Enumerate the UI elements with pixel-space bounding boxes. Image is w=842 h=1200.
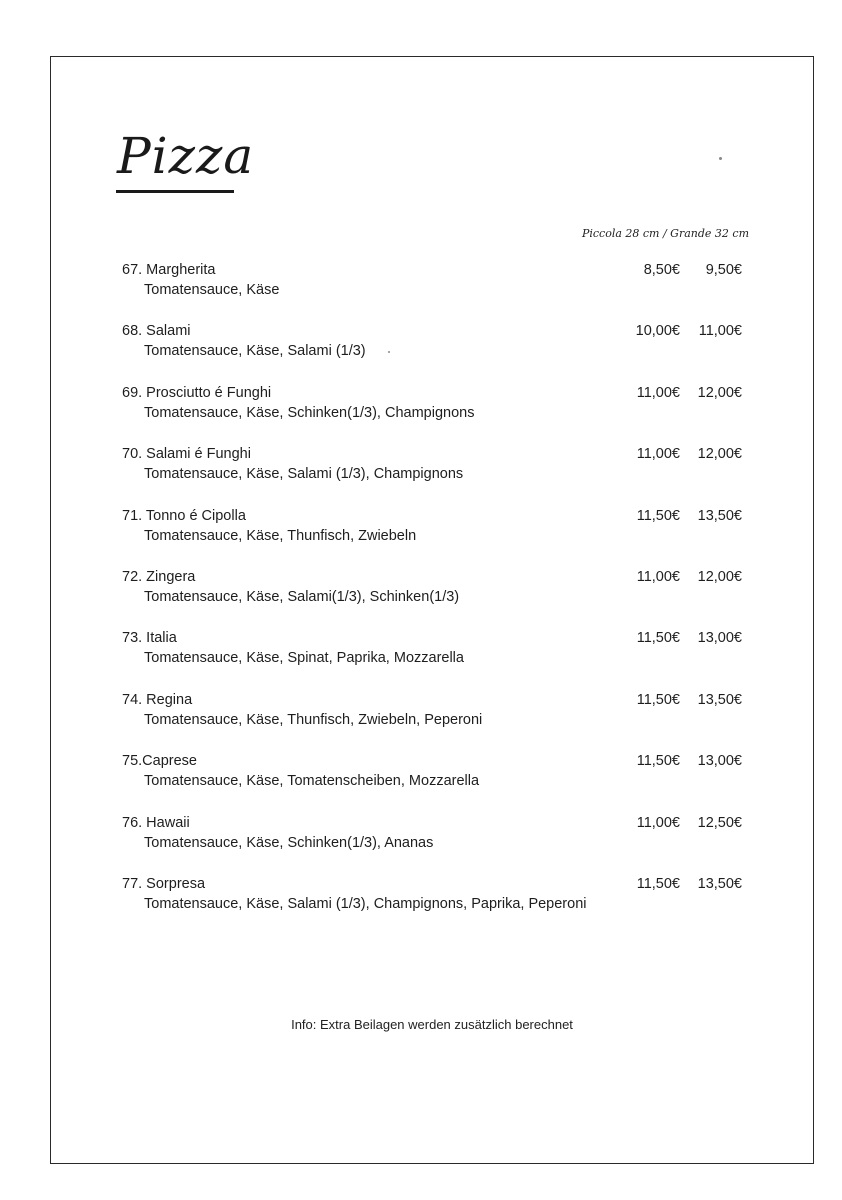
price-piccola: 11,00€ <box>636 384 680 401</box>
price-grande: 12,00€ <box>697 446 742 463</box>
menu-item-name: 77. Sorpresa <box>122 875 206 892</box>
price-grande: 11,00€ <box>698 323 742 340</box>
menu-item-description: Tomatensauce, Käse, Schinken(1/3), Champignons <box>144 404 475 421</box>
menu-item <box>122 442 762 503</box>
price-piccola: 11,00€ <box>636 814 680 831</box>
menu-item-name: 72. Zingera <box>122 568 196 585</box>
price-piccola: 11,50€ <box>636 630 680 647</box>
menu-item-description: Tomatensauce, Käse, Thunfisch, Zwiebeln <box>144 527 417 544</box>
price-grande: 12,50€ <box>697 814 742 831</box>
price-grande: 12,00€ <box>697 568 742 585</box>
info-note: Info: Extra Beilagen werden zusätzlich berechnet <box>291 1017 573 1032</box>
pizza-menu-list <box>122 258 762 933</box>
price-piccola: 11,00€ <box>636 446 680 463</box>
price-grande: 12,00€ <box>697 384 742 401</box>
menu-item <box>122 688 762 749</box>
price-grande: 13,00€ <box>697 753 742 770</box>
price-piccola: 11,50€ <box>636 691 680 708</box>
price-piccola: 10,00€ <box>635 323 680 340</box>
menu-item <box>122 381 762 442</box>
price-grande: 13,00€ <box>697 630 742 647</box>
price-piccola: 11,50€ <box>636 507 680 524</box>
menu-item-description: Tomatensauce, Käse, Thunfisch, Zwiebeln, Peperoni <box>144 711 483 728</box>
price-grande: 13,50€ <box>697 875 742 892</box>
price-grande: 9,50€ <box>705 262 742 278</box>
menu-item-description: Tomatensauce, Käse, Tomatenscheiben, Mozzarella <box>144 773 480 790</box>
menu-item-name: 74. Regina <box>122 691 193 708</box>
menu-item-description: Tomatensauce, Käse, Schinken(1/3), Ananas <box>144 834 434 851</box>
menu-item-description: Tomatensauce, Käse, Salami (1/3), Champignons, Paprika, Peperoni <box>144 895 587 912</box>
menu-item <box>122 811 762 872</box>
price-grande: 13,50€ <box>697 507 742 524</box>
menu-item-description: Tomatensauce, Käse, Salami (1/3), Champignons <box>144 466 464 483</box>
title-underline <box>116 190 234 193</box>
menu-item-name: 69. Prosciutto é Funghi <box>122 384 272 401</box>
menu-item-description: Tomatensauce, Käse, Spinat, Paprika, Mozzarella <box>144 650 464 667</box>
menu-item-name: 73. Italia <box>122 630 177 647</box>
size-header: Piccola 28 cm / Grande 32 cm <box>581 227 749 240</box>
menu-item-description: Tomatensauce, Käse, Salami(1/3), Schinken(1/3) <box>144 588 460 605</box>
price-piccola: 11,50€ <box>636 875 680 892</box>
menu-item <box>122 319 762 380</box>
menu-item <box>122 872 762 933</box>
menu-item-name: 68. Salami <box>122 323 191 340</box>
menu-item <box>122 626 762 687</box>
menu-item <box>122 258 762 319</box>
menu-item-name: 67. Margherita <box>122 262 216 278</box>
price-piccola: 11,00€ <box>636 568 680 585</box>
menu-item <box>122 565 762 626</box>
menu-item-name: 71. Tonno é Cipolla <box>122 507 246 524</box>
price-grande: 13,50€ <box>697 691 742 708</box>
menu-item-description: Tomatensauce, Käse <box>144 282 280 298</box>
scan-speck <box>719 157 722 160</box>
menu-item <box>122 504 762 565</box>
menu-item-description: Tomatensauce, Käse, Salami (1/3) <box>144 343 366 360</box>
price-piccola: 8,50€ <box>643 262 680 278</box>
menu-item-name: 76. Hawaii <box>122 814 190 831</box>
price-piccola: 11,50€ <box>636 753 680 770</box>
scan-speck <box>388 351 390 353</box>
menu-item <box>122 749 762 810</box>
page-title: Pizza <box>117 127 255 185</box>
menu-item-name: 70. Salami é Funghi <box>122 446 251 463</box>
menu-item-name: 75.Caprese <box>122 753 197 770</box>
